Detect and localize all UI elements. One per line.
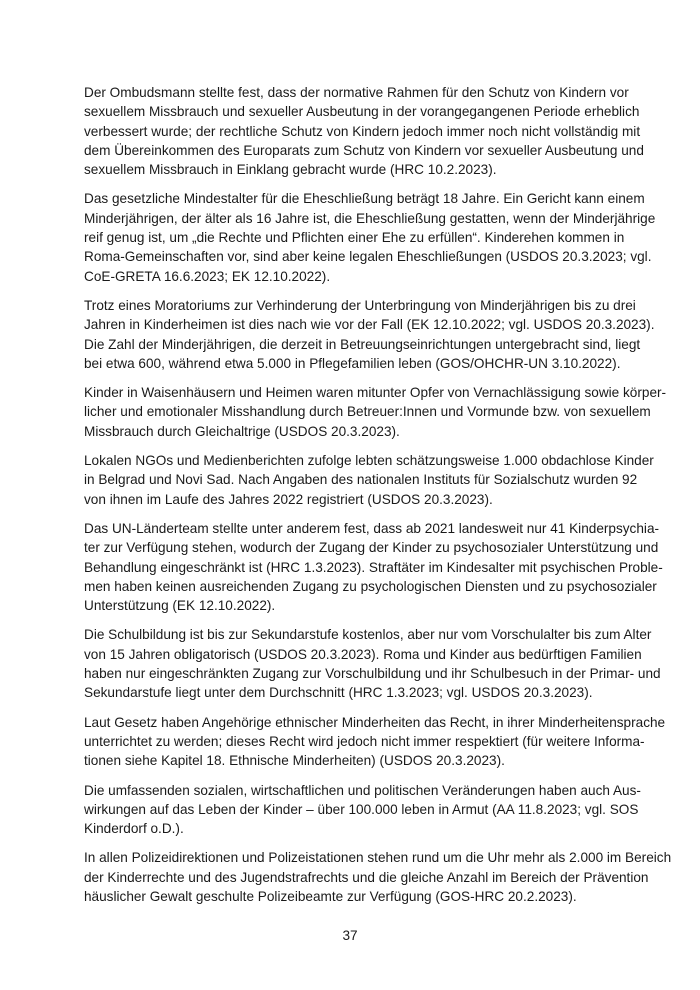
text-line: verbessert wurde; der rechtliche Schutz von Kindern jedoch immer noch nicht vollständig mit	[84, 123, 641, 139]
text-line: der Kinderrechte und des Jugendstrafrechts und die gleiche Anzahl im Bereich der Prävention	[84, 869, 649, 885]
text-line: Kinder in Waisenhäusern und Heimen waren mitunter Opfer von Vernachlässigung sowie körper-	[84, 385, 667, 401]
text-line: sexuellem Missbrauch und sexueller Ausbeutung in der vorangegangenen Periode erheblich	[84, 104, 640, 120]
text-line: Laut Gesetz haben Angehörige ethnischer Minderheiten das Recht, in ihrer Minderheitensprache	[84, 714, 666, 730]
text-line: häuslicher Gewalt geschulte Polizeibeamte zur Verfügung (GOS-HRC 20.2.2023).	[84, 888, 577, 904]
paragraph	[84, 451, 654, 509]
paragraph	[84, 519, 663, 615]
page-number: 37	[342, 928, 358, 943]
paragraph	[84, 713, 666, 771]
paragraph	[84, 625, 661, 702]
text-line: von ihnen im Laufe des Jahres 2022 registriert (USDOS 20.3.2023).	[84, 491, 493, 507]
text-line: tionen siehe Kapitel 18. Ethnische Minderheiten) (USDOS 20.3.2023).	[84, 753, 505, 769]
text-line: Minderjährigen, der älter als 16 Jahre ist, die Eheschließung gestatten, wenn der Minderjährige	[84, 210, 656, 226]
text-line: Roma-Gemeinschaften vor, sind aber keine legalen Eheschließungen (USDOS 20.3.2023; vgl.	[84, 249, 652, 265]
text-line: ter zur Verfügung stehen, wodurch der Zugang der Kinder zu psychosozialer Unterstützung und	[84, 540, 659, 556]
text-line: haben nur eingeschränkten Zugang zur Vorschulbildung und ihr Schulbesuch in der Primar- und	[84, 666, 661, 682]
text-line: sexuellem Missbrauch in Einklang gebracht wurde (HRC 10.2.2023).	[84, 162, 497, 178]
document-body	[84, 83, 672, 916]
text-line: Die Schulbildung ist bis zur Sekundarstufe kostenlos, aber nur vom Vorschulalter bis zum Alter	[84, 627, 652, 643]
text-line: Die Zahl der Minderjährigen, die derzeit in Betreuungseinrichtungen untergebracht sind, liegt	[84, 336, 641, 352]
text-line: Jahren in Kinderheimen ist dies nach wie vor der Fall (EK 12.10.2022; vgl. USDOS 20.3.2023).	[84, 317, 655, 333]
text-line: Der Ombudsmann stellte fest, dass der normative Rahmen für den Schutz von Kindern vor	[84, 85, 629, 100]
paragraph	[84, 83, 644, 179]
paragraph	[84, 296, 655, 373]
text-line: Kinderdorf o.D.).	[84, 821, 184, 837]
paragraph	[84, 848, 672, 906]
paragraph	[84, 781, 641, 839]
text-line: bei etwa 600, während etwa 5.000 in Pflegefamilien leben (GOS/OHCHR-UN 3.10.2022).	[84, 355, 621, 371]
text-line: in Belgrad und Novi Sad. Nach Angaben des nationalen Instituts für Sozialschutz wurden 92	[84, 472, 638, 488]
text-line: Lokalen NGOs und Medienberichten zufolge lebten schätzungsweise 1.000 obdachlose Kinder	[84, 453, 654, 469]
text-line: wirkungen auf das Leben der Kinder – über 100.000 leben in Armut (AA 11.8.2023; vgl. SOS	[84, 801, 639, 817]
text-line: von 15 Jahren obligatorisch (USDOS 20.3.2023). Roma und Kinder aus bedürftigen Familien	[84, 646, 642, 662]
paragraph	[84, 383, 667, 441]
text-line: Die umfassenden sozialen, wirtschaftlichen und politischen Veränderungen haben auch Aus-	[84, 782, 641, 798]
text-line: Behandlung eingeschränkt ist (HRC 1.3.2023). Straftäter im Kindesalter mit psychischen Proble-	[84, 559, 663, 575]
text-line: men haben keinen ausreichenden Zugang zu psychologischen Diensten und zu psychosozialer	[84, 578, 657, 594]
text-line: Sekundarstufe liegt unter dem Durchschnitt (HRC 1.3.2023; vgl. USDOS 20.3.2023).	[84, 685, 593, 701]
text-line: Unterstützung (EK 12.10.2022).	[84, 598, 276, 614]
text-line: Missbrauch durch Gleichaltrige (USDOS 20.3.2023).	[84, 423, 400, 439]
paragraph	[84, 189, 656, 285]
text-line: Das UN-Länderteam stellte unter anderem fest, dass ab 2021 landesweit nur 41 Kinderpsychia-	[84, 520, 660, 536]
text-line: CoE-GRETA 16.6.2023; EK 12.10.2022).	[84, 268, 331, 284]
text-line: dem Übereinkommen des Europarats zum Schutz von Kindern vor sexueller Ausbeutung und	[84, 142, 644, 158]
text-line: Das gesetzliche Mindestalter für die Eheschließung beträgt 18 Jahre. Ein Gericht kann einem	[84, 191, 645, 207]
text-line: In allen Polizeidirektionen und Polizeistationen stehen rund um die Uhr mehr als 2.000 im Bereich	[84, 850, 672, 866]
text-line: licher und emotionaler Misshandlung durch Betreuer:Innen und Vormunde bzw. von sexuellem	[84, 404, 651, 420]
text-line: reif genug ist, um „die Rechte und Pflichten einer Ehe zu erfüllen“. Kinderehen kommen in	[84, 230, 625, 246]
text-line: Trotz eines Moratoriums zur Verhinderung der Unterbringung von Minderjährigen bis zu drei	[84, 297, 636, 313]
text-line: unterrichtet zu werden; dieses Recht wird jedoch nicht immer respektiert (für weitere Informa-	[84, 733, 645, 749]
